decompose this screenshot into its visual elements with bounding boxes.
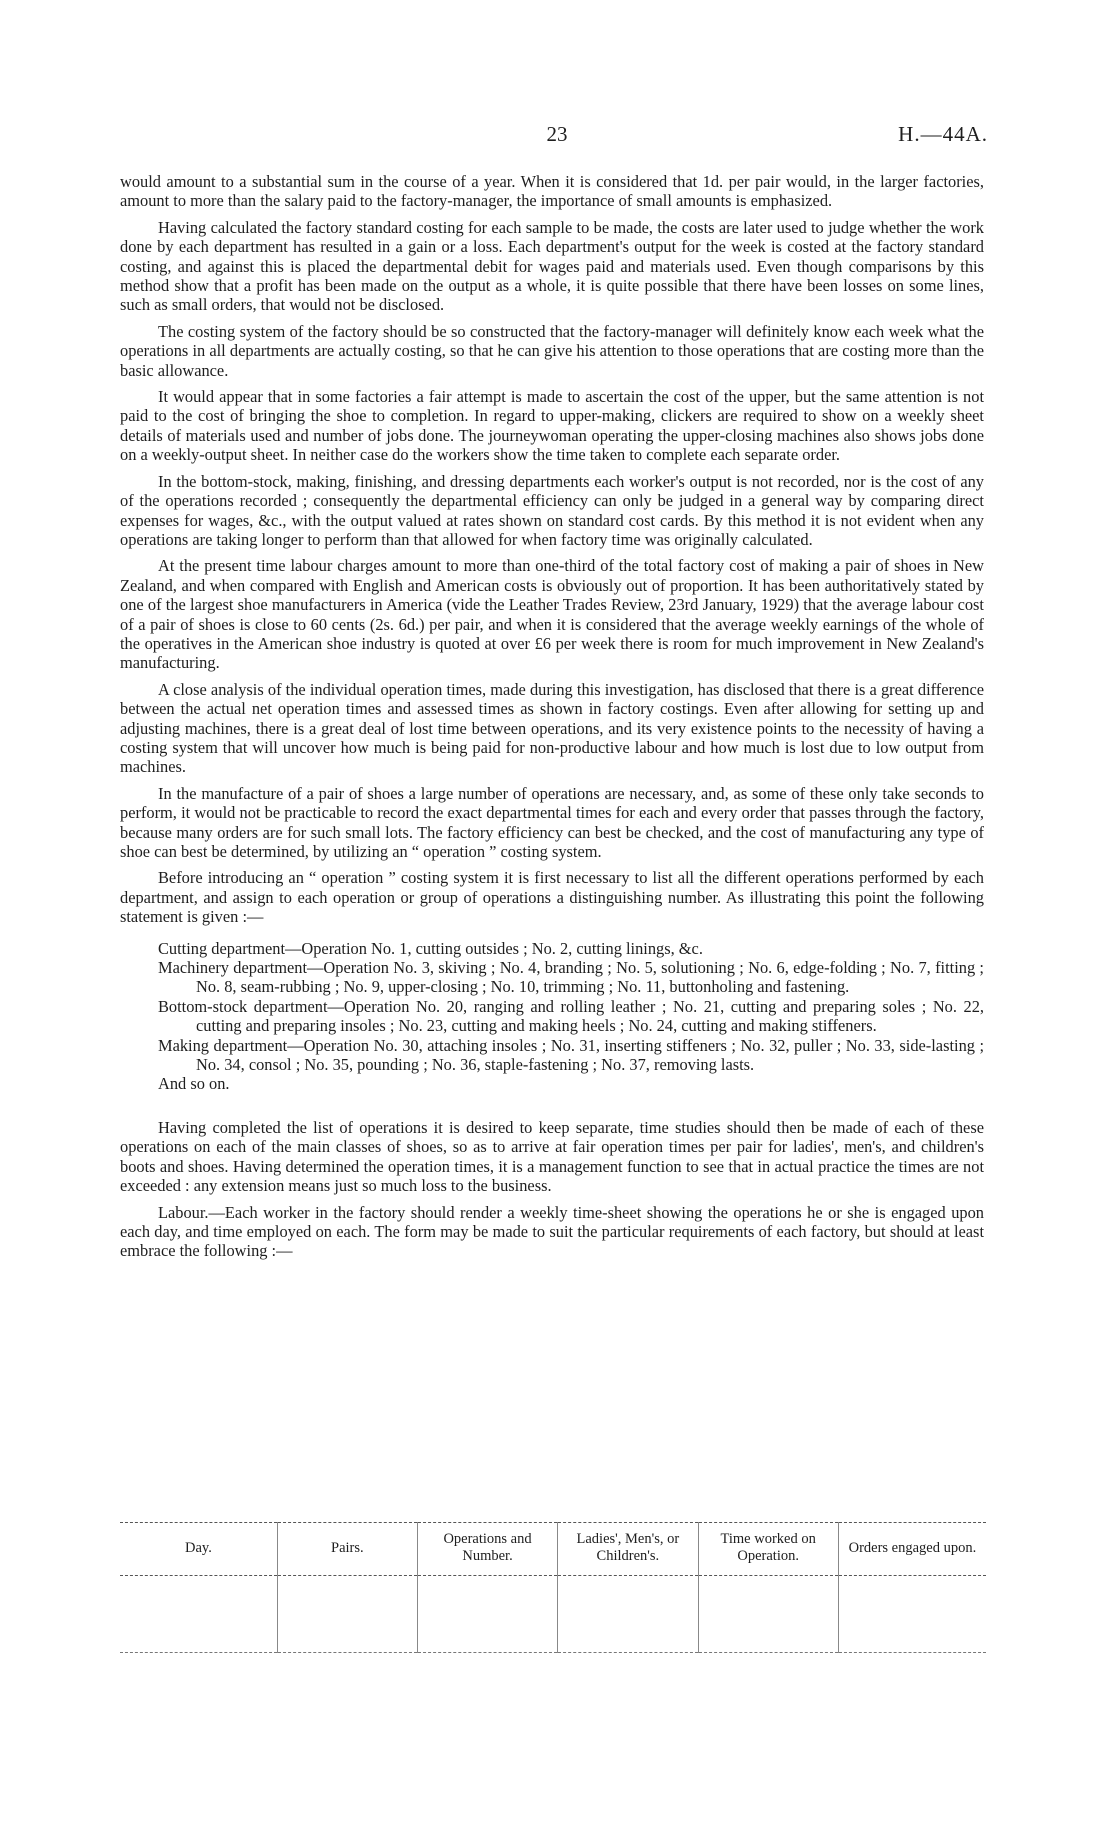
- paragraph: In the manufacture of a pair of shoes a large number of operations are necessary, and, as some of these only take seconds to perform, it would not be practicable to record the exact departmental times for each and every order that passes through the factory, because many orders are for such small lots. The factory efficiency can best be checked, and the cost of manufacturing any type of shoe can best be determined, by utilizing an “ operation ” costing system.: [120, 783, 984, 861]
- operations-list: [120, 939, 984, 1094]
- paragraph: In the bottom-stock, making, finishing, and dressing departments each worker's output is not recorded, nor is the cost of any of the operations recorded ; consequently the departmental efficiency can only be judged in a general way by comparing direct expenses for wages, &c., with the output valued at rates shown on standard cost cards. By this method it is not evident when any operations are taking longer to perform than that allowed for when factory time was originally calculated.: [120, 471, 984, 549]
- column-header-pairs: Pairs.: [277, 1523, 417, 1576]
- paragraph: Before introducing an “ operation ” costing system it is first necessary to list all the different operations performed by each department, and assign to each operation or group of operations a distinguishing number. As illustrating this point the following statement is given :—: [120, 868, 984, 927]
- table-cell: [838, 1576, 986, 1593]
- column-header-day: Day.: [120, 1523, 277, 1576]
- column-header-time: Time worked on Operation.: [698, 1523, 838, 1576]
- paragraph: A close analysis of the individual operation times, made during this investigation, has disclosed that there is a great difference between the actual net operation times and assessed times as shown in factory costings. Even after allowing for setting up and adjusting machines, there is a great deal of lost time between operations, and its very existence points to the necessity of having a costing system that will uncover how much is being paid for non-productive labour and how much is lost due to low output from machines.: [120, 679, 984, 777]
- table-cell: [558, 1576, 698, 1593]
- table-cell: [417, 1592, 557, 1653]
- table-cell: [277, 1576, 417, 1593]
- operations-list-item: Machinery department—Operation No. 3, skiving ; No. 4, branding ; No. 5, solutioning ; No. 6, edge-folding ; No. 7, fitting ; No. 8, seam-rubbing ; No. 9, upper-closing ; No. 10, trimming ; No. 11, buttonholing and fastening.: [158, 958, 984, 997]
- paragraph: would amount to a substantial sum in the course of a year. When it is considered that 1d. per pair would, in the larger factories, amount to more than the salary paid to the factory-manager, the importance of small amounts is emphasized.: [120, 172, 984, 211]
- table-row: [120, 1576, 986, 1593]
- paragraph: The costing system of the factory should be so constructed that the factory-manager will definitely know each week what the operations in all departments are actually costing, so that he can give his attention to those operations that are costing more than the basic allowance.: [120, 321, 984, 380]
- column-header-orders: Orders engaged upon.: [838, 1523, 986, 1576]
- paragraph: It would appear that in some factories a fair attempt is made to ascertain the cost of the upper, but the same attention is not paid to the cost of bringing the shoe to completion. In regard to upper-making, clickers are required to show on a weekly sheet details of materials used and number of jobs done. The journeywoman operating the upper-closing machines also shows jobs done on a weekly-output sheet. In neither case do the workers show the time taken to complete each separate order.: [120, 387, 984, 465]
- table-cell: [277, 1592, 417, 1653]
- operations-list-item: Making department—Operation No. 30, attaching insoles ; No. 31, inserting stiffeners ; No. 32, puller ; No. 33, side-lasting ; No. 34, consol ; No. 35, pounding ; No. 36, staple-fastening ; No. 37, removing lasts.: [158, 1035, 984, 1075]
- table-header-row: [120, 1523, 986, 1576]
- page-header: [0, 122, 1114, 152]
- document-reference: H.—44A.: [898, 122, 988, 146]
- table-cell: [698, 1576, 838, 1593]
- operations-list-item: Bottom-stock department—Operation No. 20, ranging and rolling leather ; No. 21, cutting and preparing soles ; No. 22, cutting and preparing insoles ; No. 23, cutting and making heels ; No. 24, cutting and making stiffeners.: [158, 996, 984, 1036]
- column-header-operations: Operations and Number.: [417, 1523, 557, 1576]
- table-cell: [698, 1592, 838, 1653]
- table-cell: [120, 1576, 277, 1593]
- time-sheet-form-table: [120, 1522, 986, 1653]
- operations-list-item: Cutting department—Operation No. 1, cutting outsides ; No. 2, cutting linings, &c.: [158, 938, 703, 958]
- column-header-class: Ladies', Men's, or Children's.: [558, 1523, 698, 1576]
- table-cell: [417, 1576, 557, 1593]
- table-cell: [838, 1592, 986, 1653]
- paragraph: At the present time labour charges amount to more than one-third of the total factory cost of making a pair of shoes in New Zealand, and when compared with English and American costs is obviously out of proportion. It has been authoritatively stated by one of the largest shoe manufacturers in America (vide the Leather Trades Review, 23rd January, 1929) that the average labour cost of a pair of shoes is close to 60 cents (2s. 6d.) per pair, and when it is considered that the average weekly earnings of the whole of the operatives in the American shoe industry is quoted at over £6 per week there is room for much improvement in New Zealand's manufacturing.: [120, 556, 984, 673]
- table-cell: [558, 1592, 698, 1653]
- table-cell: [120, 1592, 277, 1653]
- paragraph: Labour.—Each worker in the factory should render a weekly time-sheet showing the operations he or she is engaged upon each day, and time employed on each. The form may be made to suit the particular requirements of each factory, but should at least embrace the following :—: [120, 1202, 984, 1261]
- paragraph: Having completed the list of operations it is desired to keep separate, time studies should then be made of each of these operations on each of the main classes of shoes, so as to arrive at fair operation times per pair for ladies', men's, and children's boots and shoes. Having determined the operation times, it is a management function to see that in actual practice the times are not exceeded : any extension means just so much loss to the business.: [120, 1117, 984, 1196]
- paragraph: Having calculated the factory standard costing for each sample to be made, the costs are later used to judge whether the work done by each department has resulted in a gain or a loss. Each department's output for the week is costed at the factory standard costing, and against this is placed the departmental debit for wages paid and materials used. Even though comparisons by this method show that a profit has been made on the output as a whole, it is quite possible that there have been losses on some lines, such as small orders, that would not be disclosed.: [120, 217, 984, 315]
- body-text: [120, 172, 984, 1268]
- page-number: 23: [546, 122, 568, 146]
- table-row: [120, 1592, 986, 1653]
- operations-list-item: And so on.: [158, 1074, 230, 1094]
